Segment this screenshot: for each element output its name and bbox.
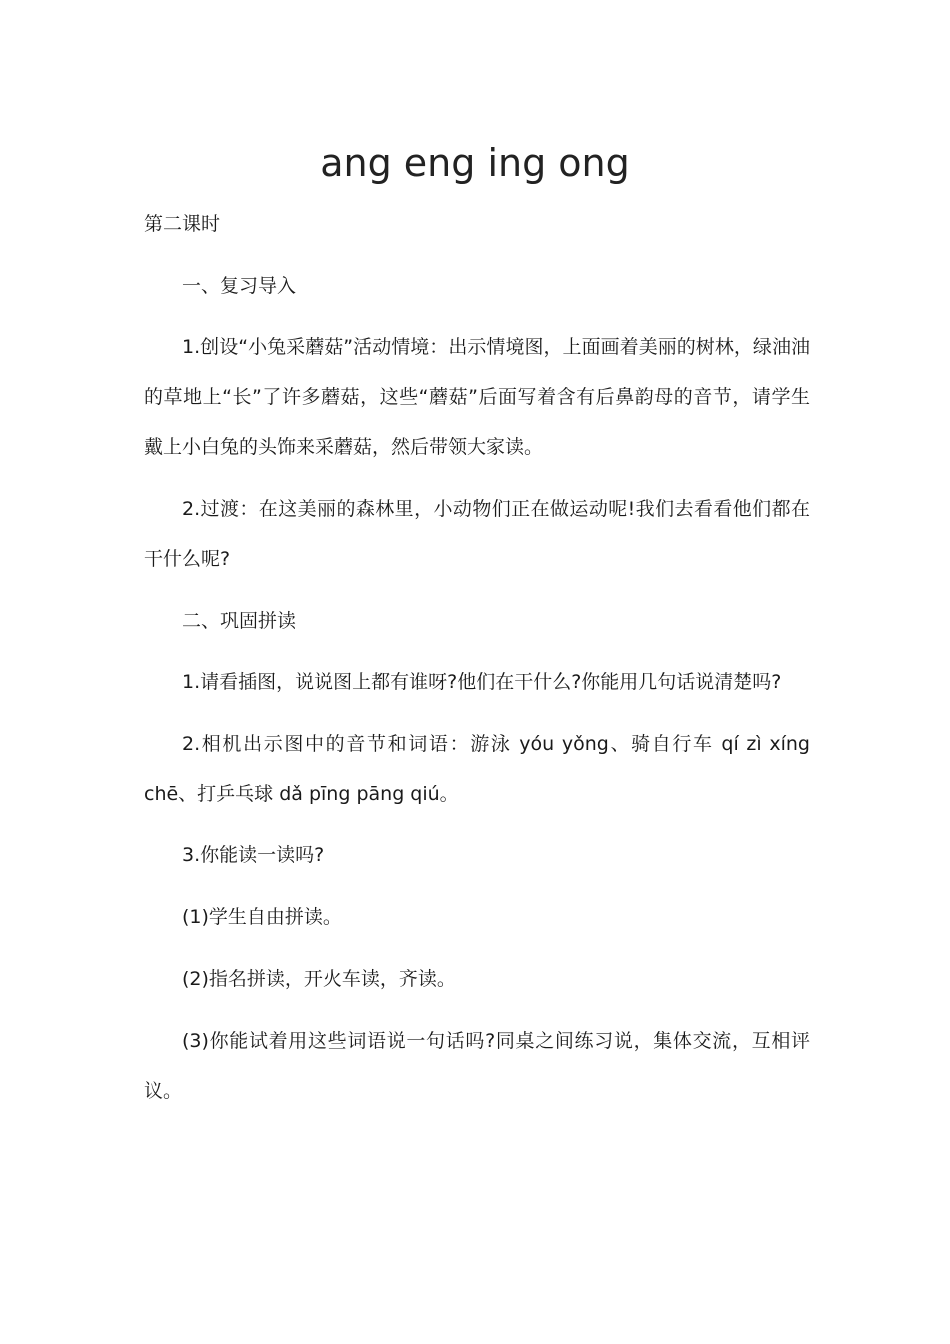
list-item-free-reading: (1)学生自由拼读。 [182, 906, 342, 928]
lesson-label: 第二课时 [144, 213, 221, 235]
paragraph-illustration-question: 1.请看插图，说说图上都有谁呀?他们在干什么?你能用几句话说清楚吗? [182, 671, 782, 693]
list-item-sentence-practice: (3)你能试着用这些词语说一句话吗?同桌之间练习说，集体交流，互相评议。 [144, 1030, 810, 1102]
paragraph-transition: 2.过渡：在这美丽的森林里，小动物们正在做运动呢!我们去看看他们都在干什么呢? [144, 498, 810, 570]
document-title: ang eng ing ong [320, 141, 630, 185]
section-heading-practice: 二、巩固拼读 [182, 610, 297, 632]
paragraph-read-prompt: 3.你能读一读吗? [182, 844, 325, 866]
paragraph-syllables-words: 2.相机出示图中的音节和词语：游泳 yóu yǒng、骑自行车 qí zì xíng chē、打乒乓球 dǎ pīng pāng qiú。 [144, 733, 810, 805]
paragraph-activity-scenario: 1.创设“小兔采蘑菇”活动情境：出示情境图，上面画着美丽的树林，绿油油的草地上“长”了许多蘑菇，这些“蘑菇”后面写着含有后鼻韵母的音节，请学生戴上小白兔的头饰来采蘑菇，然后带领大家读。 [144, 336, 810, 458]
section-heading-review: 一、复习导入 [182, 275, 297, 297]
list-item-group-reading: (2)指名拼读，开火车读，齐读。 [182, 968, 456, 990]
